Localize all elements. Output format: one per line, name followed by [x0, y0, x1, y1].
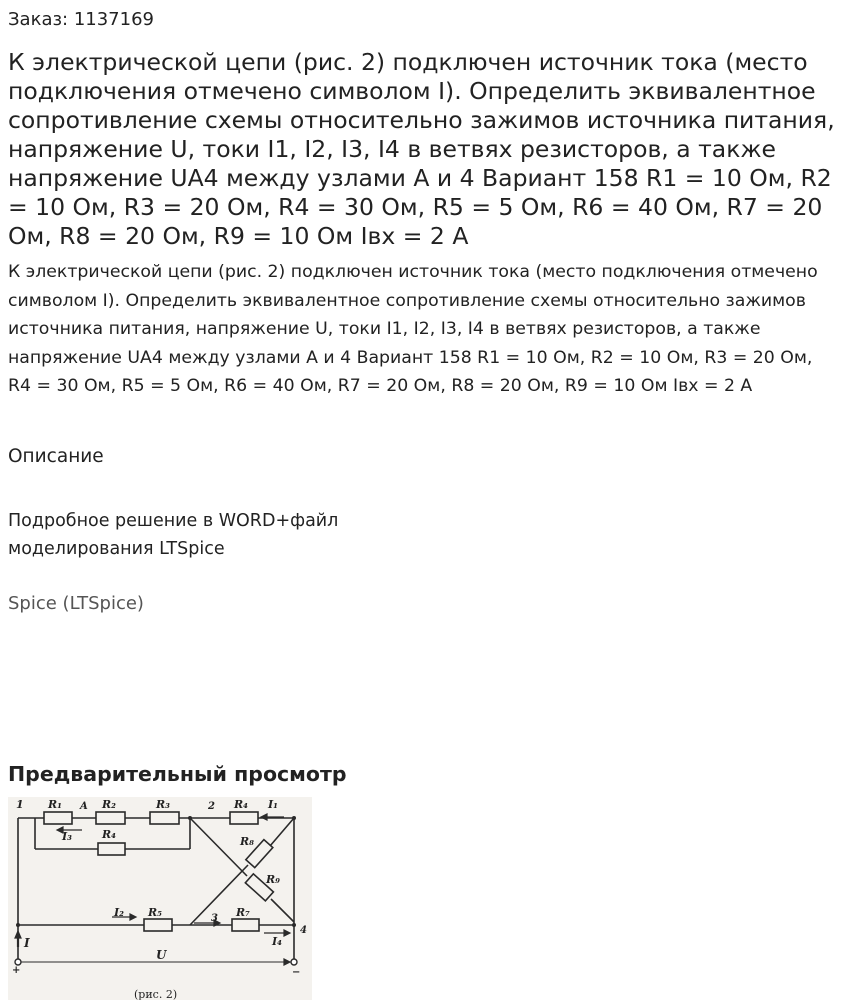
- circuit-preview-image[interactable]: [8, 797, 312, 1000]
- node-dot: [292, 816, 296, 820]
- r8-label: R₈: [240, 835, 254, 848]
- resistor-r2: [96, 812, 125, 824]
- r1-label: R₁: [48, 798, 62, 811]
- solution-line-1: Подробное решение в WORD+файл: [8, 511, 339, 531]
- preview-heading: Предварительный просмотр: [8, 762, 347, 786]
- solution-line-2: моделирования LTSpice: [8, 539, 225, 559]
- node-1-label: 1: [16, 798, 24, 811]
- node-2-dot: [188, 816, 192, 820]
- r4-label: R₄: [102, 828, 116, 841]
- arrow-head: [261, 814, 267, 820]
- minus-label: −: [292, 967, 301, 978]
- node-3-label: 3: [211, 913, 218, 924]
- i2-label: I₂: [114, 906, 124, 919]
- wire: [190, 818, 247, 876]
- i4-label: I₄: [272, 935, 282, 948]
- arrow-head: [130, 914, 136, 920]
- r2-label: R₂: [102, 798, 116, 811]
- solution-note: [8, 507, 338, 563]
- r7-label: R₇: [236, 906, 250, 919]
- resistor-r7: [232, 919, 259, 931]
- r5-label: R₅: [148, 906, 162, 919]
- r9-label: R₉: [266, 873, 280, 886]
- resistor-r5-bottom: [144, 919, 172, 931]
- software-tag[interactable]: Spice (LTSpice): [8, 593, 144, 614]
- i3-label: I₃: [62, 830, 72, 843]
- terminal-minus: [291, 959, 297, 965]
- i1-label: I₁: [268, 798, 278, 811]
- node-2-label: 2: [208, 801, 215, 812]
- plus-label: +: [12, 965, 21, 976]
- arrow-head: [284, 930, 290, 936]
- task-description: К электрической цепи (рис. 2) подключен источник тока (место подключения отмечено символом I). Определить эквивалентное сопротивление схемы относительно зажимов источника питания, напряжение U, токи I1, I2, I3, I4 в ветвях резисторов, а также напряжение UA4 между узлами А и 4 Вариант 158 R1 = 10 Ом, R2 = 10 Ом, R3 = 20 Ом, R4 = 30 Ом, R5 = 5 Ом, R6 = 40 Ом, R7 = 20 Ом, R8 = 20 Ом, R9 = 10 Ом Iвх = 2 А: [8, 262, 818, 396]
- node-dot: [16, 923, 20, 927]
- node-4-dot: [292, 923, 296, 927]
- circuit-diagram: [8, 797, 312, 1000]
- resistor-r4-branch: [98, 843, 125, 855]
- wire: [270, 818, 294, 846]
- voltage-label: U: [156, 948, 167, 962]
- page-title: К электрической цепи (рис. 2) подключен источник тока (место подключения отмечено символом I). Определить эквивалентное сопротивление схемы относительно зажимов источника питания, напряжение U, токи I1, I2, I3, I4 в ветвях резисторов, а также напряжение UA4 между узлами А и 4 Вариант 158 R1 = 10 Ом, R2 = 10 Ом, R3 = 20 Ом, R4 = 30 Ом, R5 = 5 Ом, R6 = 40 Ом, R7 = 20 Ом, R8 = 20 Ом, R9 = 10 Ом Iвх = 2 А: [8, 48, 835, 250]
- node-4-label: 4: [300, 925, 307, 936]
- description-heading: Описание: [8, 446, 104, 467]
- node-a-label: A: [80, 801, 88, 812]
- order-number: Заказ: 1137169: [8, 9, 154, 30]
- r3-label: R₃: [156, 798, 170, 811]
- wire: [271, 899, 294, 922]
- resistor-r1: [44, 812, 72, 824]
- arrow-head: [15, 931, 21, 938]
- figure-caption: (рис. 2): [134, 988, 178, 1000]
- resistor-r4: [230, 812, 258, 824]
- r4-top-label: R₄: [234, 798, 248, 811]
- source-label: I: [24, 936, 30, 950]
- arrow-u: [284, 959, 290, 965]
- resistor-r3: [150, 812, 179, 824]
